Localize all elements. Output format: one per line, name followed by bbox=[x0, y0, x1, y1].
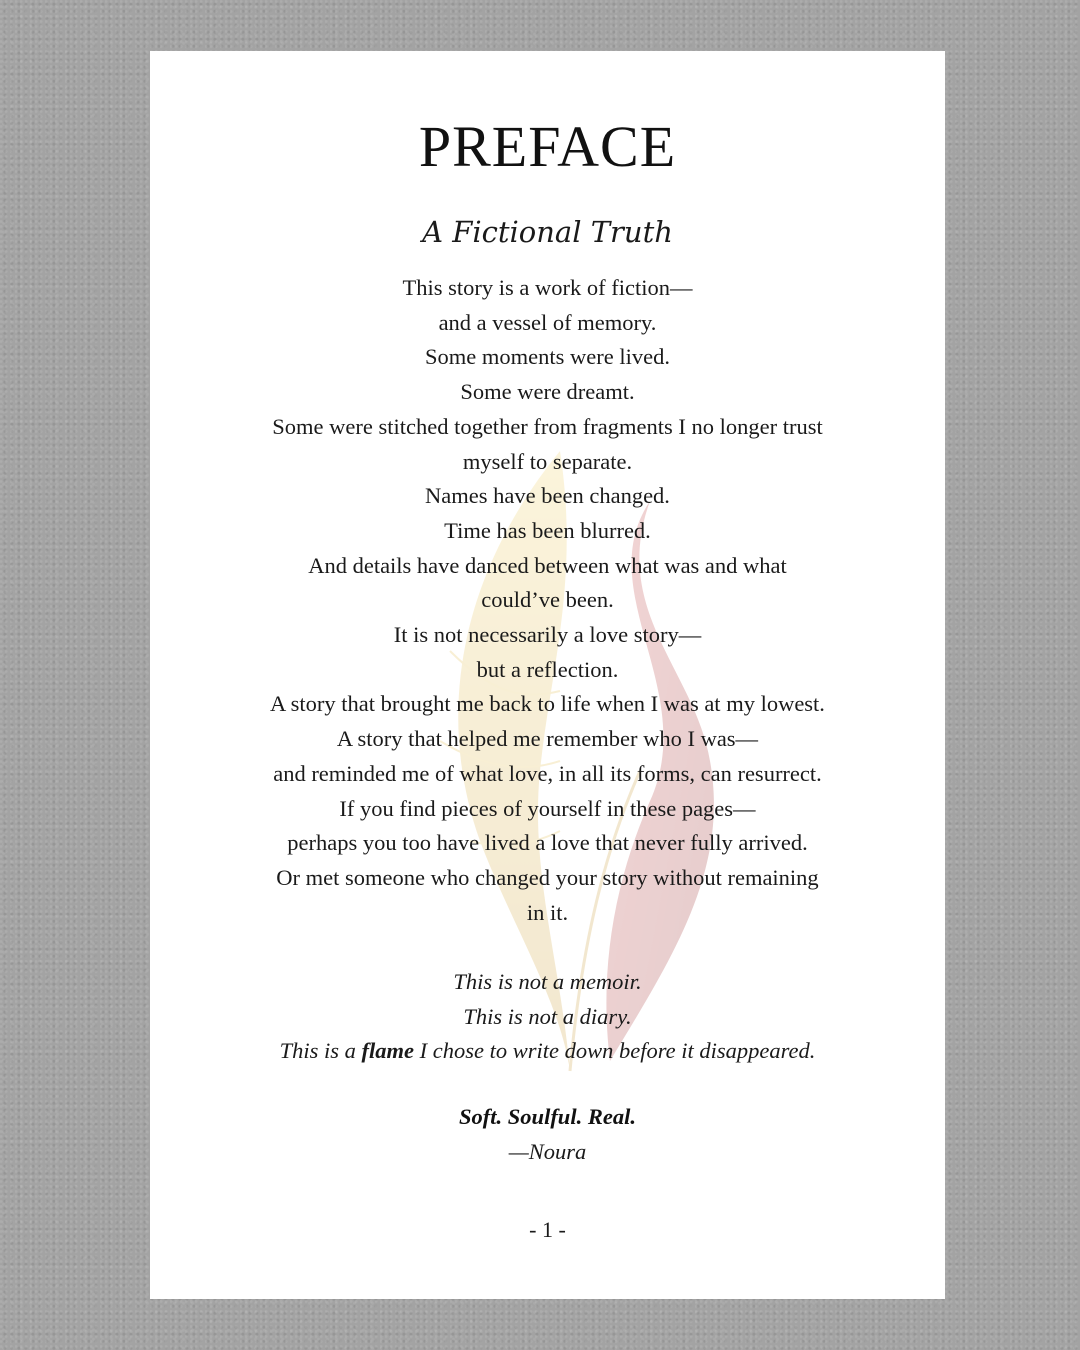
document-page bbox=[150, 51, 945, 1299]
body-line: If you find pieces of yourself in these pages— bbox=[339, 795, 756, 821]
body-line: Time has been blurred. bbox=[444, 517, 651, 543]
page-subtitle: A Fictional Truth bbox=[422, 215, 673, 249]
body-line: and a vessel of memory. bbox=[438, 309, 657, 335]
body-line: but a reflection. bbox=[476, 656, 619, 682]
body-line: myself to separate. bbox=[462, 448, 633, 474]
body-line: in it. bbox=[526, 899, 569, 925]
body-line: Or met someone who changed your story without remaining bbox=[276, 864, 819, 890]
closing-line-flame bbox=[210, 1034, 885, 1069]
closing-line: This is not a diary. bbox=[463, 1003, 632, 1029]
body-line: and reminded me of what love, in all its forms, can resurrect. bbox=[273, 760, 822, 786]
body-line: It is not necessarily a love story— bbox=[393, 622, 702, 648]
flame-emphasis: flame bbox=[361, 1038, 414, 1064]
body-line: Names have been changed. bbox=[425, 483, 670, 509]
body-line: Some were stitched together from fragments I no longer trust bbox=[272, 413, 823, 439]
body-line: could’ve been. bbox=[481, 587, 614, 613]
preface-body bbox=[210, 271, 885, 930]
closing-line-prefix: This is a bbox=[279, 1038, 362, 1064]
body-line: perhaps you too have lived a love that never fully arrived. bbox=[287, 830, 808, 856]
body-line: Some were dreamt. bbox=[460, 379, 635, 405]
page-title: PREFACE bbox=[418, 114, 677, 179]
page-number: - 1 - bbox=[529, 1217, 566, 1242]
body-line: This story is a work of fiction— bbox=[402, 275, 693, 300]
author-signature: —Noura bbox=[508, 1139, 587, 1164]
tagline: Soft. Soulful. Real. bbox=[459, 1104, 636, 1129]
body-line: A story that brought me back to life when I was at my lowest. bbox=[270, 691, 825, 717]
body-line: And details have danced between what was and what bbox=[308, 552, 787, 578]
closing-line: This is not a memoir. bbox=[453, 969, 642, 994]
body-line: A story that helped me remember who I was— bbox=[336, 726, 759, 752]
body-line: Some moments were lived. bbox=[425, 344, 670, 370]
closing-line-suffix: I chose to write down before it disappeared. bbox=[413, 1038, 816, 1064]
closing-statement bbox=[210, 965, 885, 1069]
